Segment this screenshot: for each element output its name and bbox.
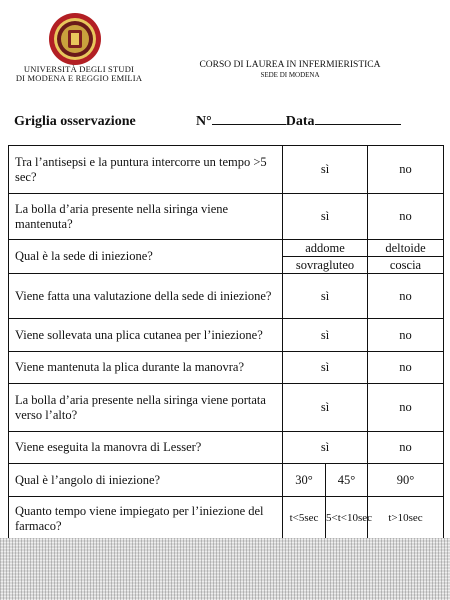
table-row	[9, 352, 444, 384]
question-cell: Viene mantenuta la plica durante la manovra?	[9, 352, 283, 384]
table-row	[9, 146, 444, 194]
question-cell: Viene eseguita la manovra di Lesser?	[9, 432, 283, 464]
answer-no[interactable]: no	[368, 384, 444, 432]
number-label: N°	[196, 114, 212, 129]
table-row	[9, 432, 444, 464]
question-cell: La bolla d’aria presente nella siringa viene portata verso l’alto?	[9, 384, 283, 432]
table-row	[9, 464, 444, 497]
university-name-line1: UNIVERSITÀ DEGLI STUDI	[23, 64, 135, 74]
answer-30[interactable]: 30°	[283, 464, 326, 497]
answer-no[interactable]: no	[368, 432, 444, 464]
table-row	[9, 240, 444, 274]
question-cell: Qual è la sede di iniezione?	[9, 240, 283, 274]
answer-si[interactable]: sì	[283, 352, 368, 384]
answer-no[interactable]: no	[368, 274, 444, 319]
table-row	[9, 194, 444, 240]
answer-si[interactable]: sì	[283, 384, 368, 432]
date-field-line[interactable]	[315, 114, 401, 125]
table-row	[9, 319, 444, 352]
date-label: Data	[285, 114, 315, 129]
answer-si[interactable]: sì	[283, 432, 368, 464]
answer-no[interactable]: no	[368, 146, 444, 194]
answer-90[interactable]: 90°	[368, 464, 444, 497]
form-meta	[196, 114, 401, 130]
answer-si[interactable]: sì	[283, 319, 368, 352]
question-cell: Quanto tempo viene impiegato per l’iniezione del farmaco?	[9, 497, 283, 541]
question-cell: La bolla d’aria presente nella siringa viene mantenuta?	[9, 194, 283, 240]
answer-addome[interactable]: addome	[283, 240, 367, 257]
number-field-line[interactable]	[212, 114, 286, 125]
question-cell: Tra l’antisepsi e la puntura intercorre un tempo >5 sec?	[9, 146, 283, 194]
document-header	[0, 0, 450, 95]
answer-sovragluteo[interactable]: sovragluteo	[295, 258, 355, 272]
answer-45[interactable]: 45°	[326, 464, 368, 497]
scan-noise-region	[0, 538, 450, 600]
answer-no[interactable]: no	[368, 319, 444, 352]
answer-group	[368, 240, 444, 274]
answer-group	[283, 240, 368, 274]
question-cell: Viene fatta una valutazione della sede di iniezione?	[9, 274, 283, 319]
table-row	[9, 274, 444, 319]
answer-si[interactable]: sì	[283, 194, 368, 240]
university-name-line2: DI MODENA E REGGIO EMILIA	[15, 73, 143, 83]
question-cell: Viene sollevata una plica cutanea per l’iniezione?	[9, 319, 283, 352]
answer-si[interactable]: sì	[283, 274, 368, 319]
answer-coscia[interactable]: coscia	[389, 258, 422, 272]
form-title: Griglia osservazione	[14, 114, 136, 129]
answer-5-to-10[interactable]: 5<t<10sec	[326, 497, 368, 541]
course-location: SEDE DI MODENA	[260, 71, 320, 79]
question-cell: Qual è l’angolo di iniezione?	[9, 464, 283, 497]
answer-si[interactable]: sì	[283, 146, 368, 194]
answer-no[interactable]: no	[368, 194, 444, 240]
table-row	[9, 384, 444, 432]
answer-deltoide[interactable]: deltoide	[368, 240, 443, 257]
answer-over-10[interactable]: t>10sec	[368, 497, 444, 541]
observation-grid	[8, 145, 444, 541]
course-name: CORSO DI LAUREA IN INFERMIERISTICA	[199, 60, 381, 70]
answer-under-5[interactable]: t<5sec	[283, 497, 326, 541]
answer-no[interactable]: no	[368, 352, 444, 384]
table-row	[9, 497, 444, 541]
university-seal-icon	[48, 12, 102, 66]
